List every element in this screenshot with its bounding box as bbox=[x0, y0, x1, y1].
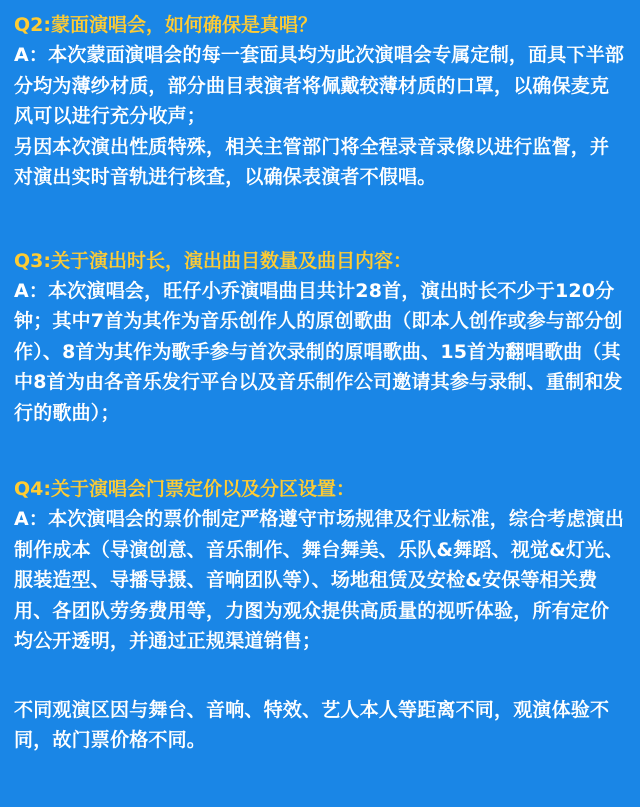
answer-paragraph: A：本次蒙面演唱会的每一套面具均为此次演唱会专属定制，面具下半部分均为薄纱材质，部分曲目表演者将佩戴较薄材质的口罩，以确保麦克风可以进行充分收声； bbox=[14, 44, 625, 127]
question-heading: Q4:关于演唱会门票定价以及分区设置： bbox=[14, 478, 355, 500]
question-heading: Q2:蒙面演唱会，如何确保是真唱？ bbox=[14, 14, 317, 36]
paragraph-spacer bbox=[14, 657, 628, 695]
section-spacer bbox=[14, 193, 628, 246]
answer-paragraph: 不同观演区因与舞台、音响、特效、艺人本人等距离不同，观演体验不同，故门票价格不同。 bbox=[14, 698, 610, 751]
faq-section-q2 bbox=[14, 10, 628, 193]
answer-paragraph: A：本次演唱会的票价制定严格遵守市场规律及行业标准，综合考虑演出制作成本（导演创意、音乐制作、舞台舞美、乐队&舞蹈、视觉&灯光、服装造型、导播导摄、音响团队等）、场地租赁及安检&安保等相关费用、各团队劳务费用等，力图为观众提供高质量的视听体验，所有定价均公开透明，并通过正规渠道销售； bbox=[14, 508, 625, 652]
section-spacer bbox=[14, 428, 628, 474]
question-heading: Q3:关于演出时长，演出曲目数量及曲目内容： bbox=[14, 249, 412, 272]
answer-paragraph: A：本次演唱会，旺仔小乔演唱曲目共计28首，演出时长不少于120分钟；其中7首为其作为音乐创作人的原创歌曲（即本人创作或参与部分创作）、8首为其作为歌手参与首次录制的原唱歌曲、15首为翻唱歌曲（其中8首为由各音乐发行平台以及音乐制作公司邀请其参与录制、重制和发行的歌曲）； bbox=[14, 279, 623, 424]
answer-paragraph: 另因本次演出性质特殊，相关主管部门将全程录音录像以进行监督，并对演出实时音轨进行核查，以确保表演者不假唱。 bbox=[14, 135, 610, 188]
faq-section-q3 bbox=[14, 246, 628, 429]
faq-section-q4 bbox=[14, 474, 628, 756]
